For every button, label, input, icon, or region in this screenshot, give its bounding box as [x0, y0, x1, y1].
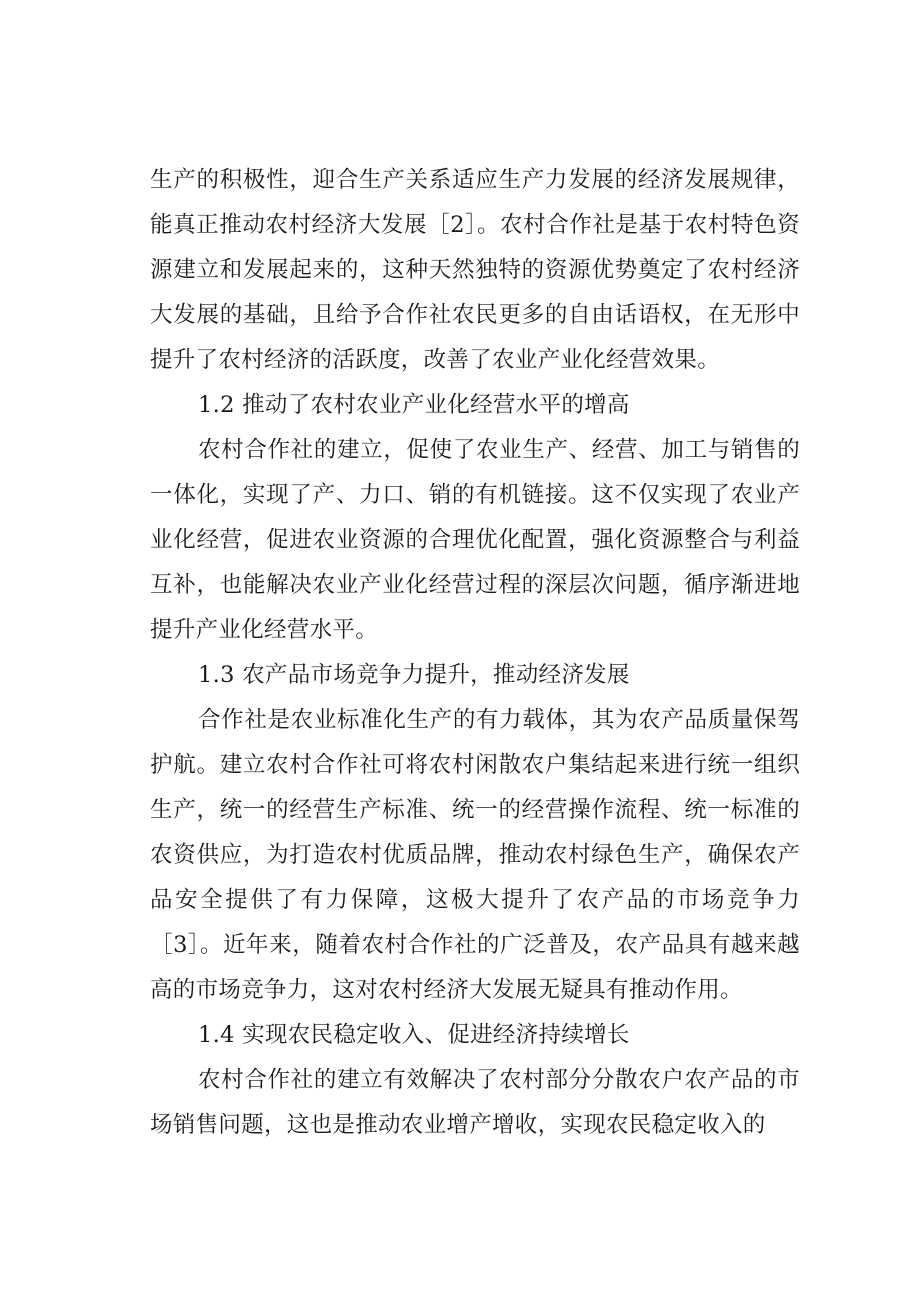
section-heading-1-3: 1.3 农产品市场竞争力提升，推动经济发展 [198, 662, 630, 688]
section-heading-1-2: 1.2 推动了农村农业产业化经营水平的增高 [198, 392, 630, 418]
paragraph-industrialization: 农村合作社的建立，促使了农业生产、经营、加工与销售的一体化，实现了产、力口、销的有机链接。这不仅实现了农业产业化经营，促进农业资源的合理优化配置，强化资源整合与利益互补，也能解决农业产业化经营过程的深层次问题，循序渐进地提升产业化经营水平。 [150, 437, 800, 643]
paragraph-stable-income: 农村合作社的建立有效解决了农村部分分散农户农产品的市场销售问题，这也是推动农业增产增收，实现农民稳定收入的 [150, 1067, 800, 1138]
section-heading-1-4: 1.4 实现农民稳定收入、促进经济持续增长 [198, 1022, 630, 1048]
paragraph-rural-economy-intro: 生产的积极性，迎合生产关系适应生产力发展的经济发展规律，能真正推动农村经济大发展［2］。农村合作社是基于农村特色资源建立和发展起来的，这种天然独特的资源优势奠定了农村经济大发展的基础，且给予合作社农民更多的自由话语权，在无形中提升了农村经济的活跃度，改善了农业产业化经营效果。 [150, 167, 800, 373]
paragraph-market-competitiveness: 合作社是农业标准化生产的有力载体，其为农产品质量保驾护航。建立农村合作社可将农村闲散农户集结起来进行统一组织生产，统一的经营生产标准、统一的经营操作流程、统一标准的农资供应，为打造农村优质品牌，推动农村绿色生产，确保农产品安全提供了有力保障，这极大提升了农产品的市场竞争力［3］。近年来，随着农村合作社的广泛普及，农产品具有越来越高的市场竞争力，这对农村经济大发展无疑具有推动作用。 [150, 707, 800, 1003]
document-body [150, 158, 800, 1148]
